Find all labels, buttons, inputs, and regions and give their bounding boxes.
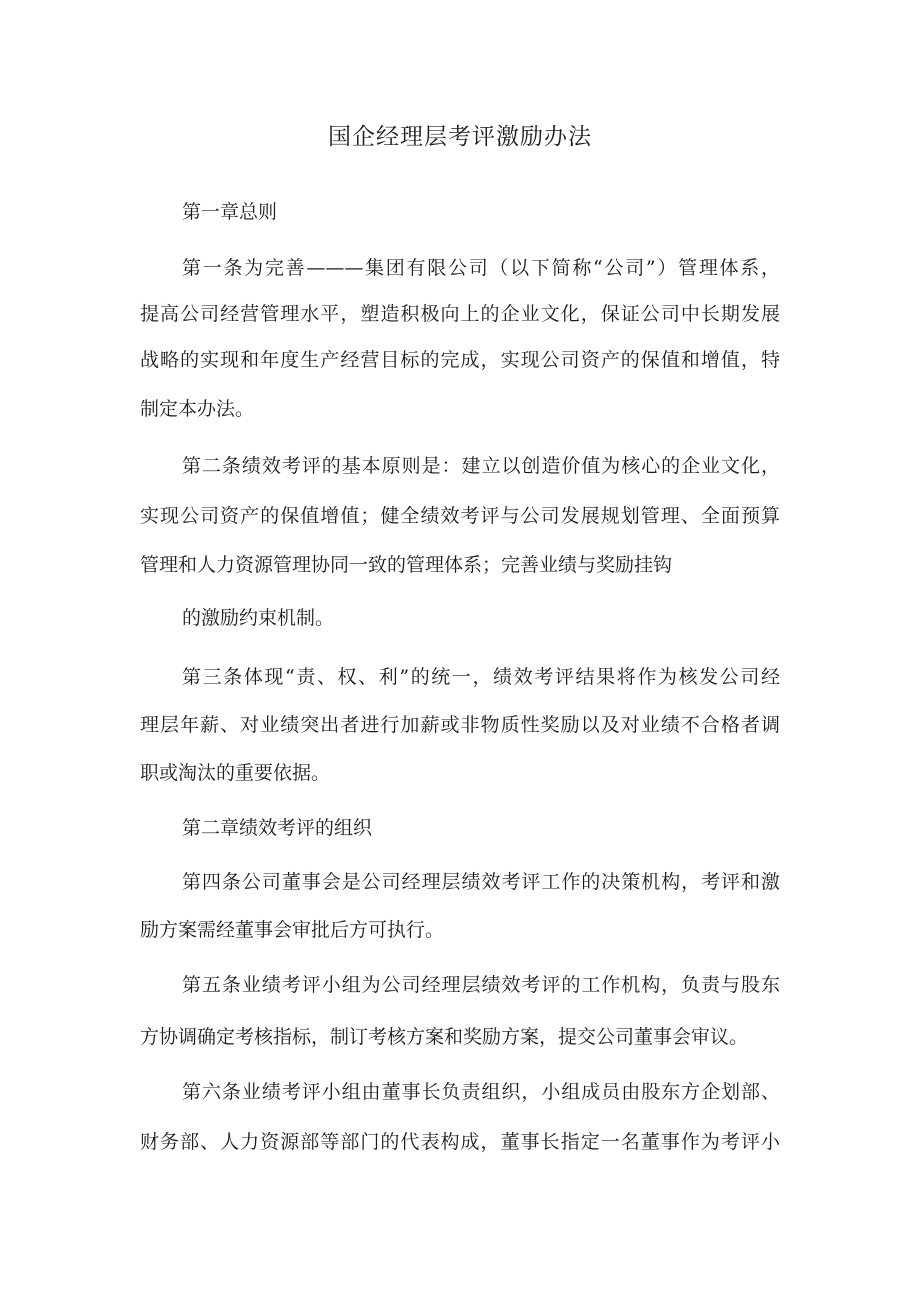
text-line: 第四条公司董事会是公司经理层绩效考评工作的决策机构，考评和激	[182, 871, 780, 893]
document-title: 国企经理层考评激励办法	[328, 124, 592, 150]
chapter-heading: 第一章总则	[182, 201, 278, 223]
text-line: 第二条绩效考评的基本原则是：建立以创造价值为核心的企业文化，	[182, 455, 780, 477]
text-line: 的激励约束机制。	[182, 607, 335, 629]
text-line: 实现公司资产的保值增值；健全绩效考评与公司发展规划管理、全面预算	[140, 505, 780, 527]
text-line: 战略的实现和年度生产经营目标的完成，实现公司资产的保值和增值，特	[140, 349, 780, 371]
text-line: 管理和人力资源管理协同一致的管理体系；完善业绩与奖励挂钩	[140, 554, 673, 576]
text-line: 提高公司经营管理水平，塑造积极向上的企业文化，保证公司中长期发展	[140, 303, 780, 325]
chapter-heading: 第二章绩效考评的组织	[182, 817, 373, 839]
text-line: 第一条为完善———集团有限公司（以下简称“公司”）管理体系，	[182, 257, 780, 279]
text-line: 第三条体现“责、权、利”的统一，绩效考评结果将作为核发公司经	[182, 666, 780, 688]
text-line: 财务部、人力资源部等部门的代表构成，董事长指定一名董事作为考评小	[140, 1131, 780, 1153]
text-line: 第六条业绩考评小组由董事长负责组织，小组成员由股东方企划部、	[182, 1081, 780, 1103]
text-line: 第五条业绩考评小组为公司经理层绩效考评的工作机构，负责与股东	[182, 974, 780, 996]
text-line: 理层年薪、对业绩突出者进行加薪或非物质性奖励以及对业绩不合格者调	[140, 714, 780, 736]
text-line: 励方案需经董事会审批后方可执行。	[140, 919, 445, 941]
text-line: 制定本办法。	[140, 398, 255, 420]
text-line: 方协调确定考核指标，制订考核方案和奖励方案，提交公司董事会审议。	[140, 1026, 749, 1048]
text-line: 职或淘汰的重要依据。	[140, 762, 331, 784]
